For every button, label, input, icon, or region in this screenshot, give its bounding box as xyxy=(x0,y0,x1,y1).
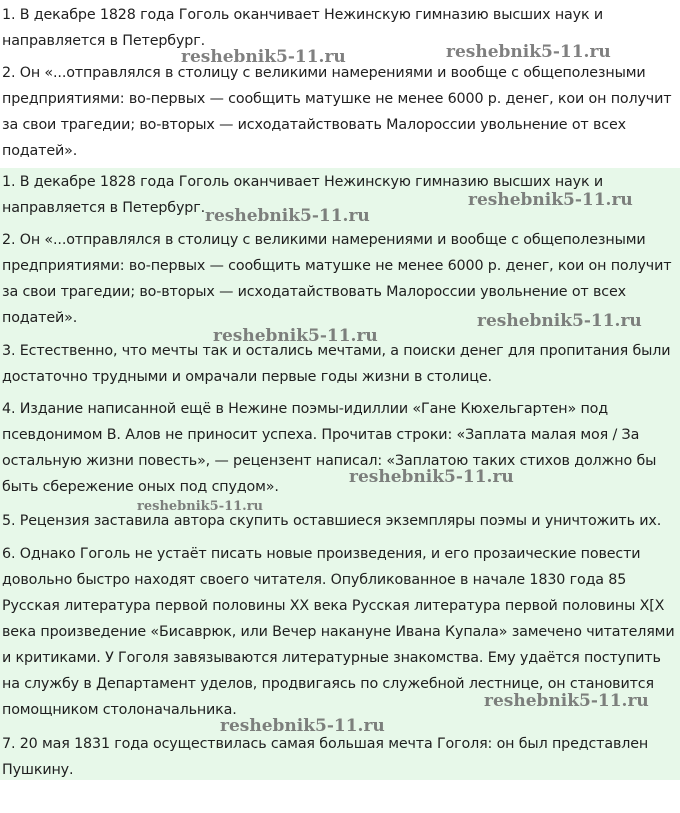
top-paragraph-1: 1. В декабре 1828 года Гоголь оканчивает Нежинскую гимназию высших наук и направляется в Петербург. xyxy=(2,7,603,49)
top-paragraph-2: 2. Он «...отправлялся в столицу с великими намерениями и вообще с общеполезными предприятиями: во-первых — сообщить матушке не менее 6000 р. денег, кои он получит за свои трагедии; во-вторых — исходатайствовать Малороссии увольнение от всех податей». xyxy=(2,65,672,159)
watermark: reshebnik5-11.ru xyxy=(137,499,264,514)
watermark: reshebnik5-11.ru xyxy=(213,326,378,346)
watermark: reshebnik5-11.ru xyxy=(484,691,649,711)
paragraph-5: 5. Рецензия заставила автора скупить оставшиеся экземпляры поэмы и уничтожить их. xyxy=(2,513,662,529)
paragraph-4: 4. Издание написанной ещё в Нежине поэмы-идиллии «Гане Кюхельгартен» под псевдонимом В. Алов не приносит успеха. Прочитав строки: «Заплата малая моя / За остальную жизни повесть», — рецензент написал: «Заплатою таких стихов должно бы быть сбережение оных под спудом». xyxy=(2,401,657,495)
paragraph-6: 6. Однако Гоголь не устаёт писать новые произведения, и его прозаические повести довольно быстро находят своего читателя. Опубликованное в начале 1830 года 85 Русская литература первой половины XX века Русская литература первой половины Х[Х века произведение «Бисаврюк, или Вечер накануне Ивана Купала» замечено читателями и критиками. У Гоголя завязываются литературные знакомства. Ему удаётся поступить на службу в Департамент уделов, продвигаясь по служебной лестнице, он становится помощником столоначальника. xyxy=(2,546,675,718)
watermark: reshebnik5-11.ru xyxy=(468,190,633,210)
watermark: reshebnik5-11.ru xyxy=(205,206,370,226)
paragraph-2: 2. Он «...отправлялся в столицу с великими намерениями и вообще с общеполезными предприятиями: во-первых — сообщить матушке не менее 6000 р. денег, кои он получит за свои трагедии; во-вторых — исходатайствовать Малороссии увольнение от всех податей». xyxy=(2,232,672,326)
watermark: reshebnik5-11.ru xyxy=(181,47,346,67)
paragraph-1: 1. В декабре 1828 года Гоголь оканчивает Нежинскую гимназию высших наук и направляется в Петербург. xyxy=(2,174,603,216)
watermark: reshebnik5-11.ru xyxy=(220,716,385,736)
watermark: reshebnik5-11.ru xyxy=(477,311,642,331)
watermark: reshebnik5-11.ru xyxy=(446,42,611,62)
watermark: reshebnik5-11.ru xyxy=(349,467,514,487)
paragraph-3: 3. Естественно, что мечты так и остались мечтами, а поиски денег для пропитания были достаточно трудными и омрачали первые годы жизни в столице. xyxy=(2,343,671,385)
paragraph-7: 7. 20 мая 1831 года осуществилась самая большая мечта Гоголя: он был представлен Пушкину. xyxy=(2,736,649,778)
